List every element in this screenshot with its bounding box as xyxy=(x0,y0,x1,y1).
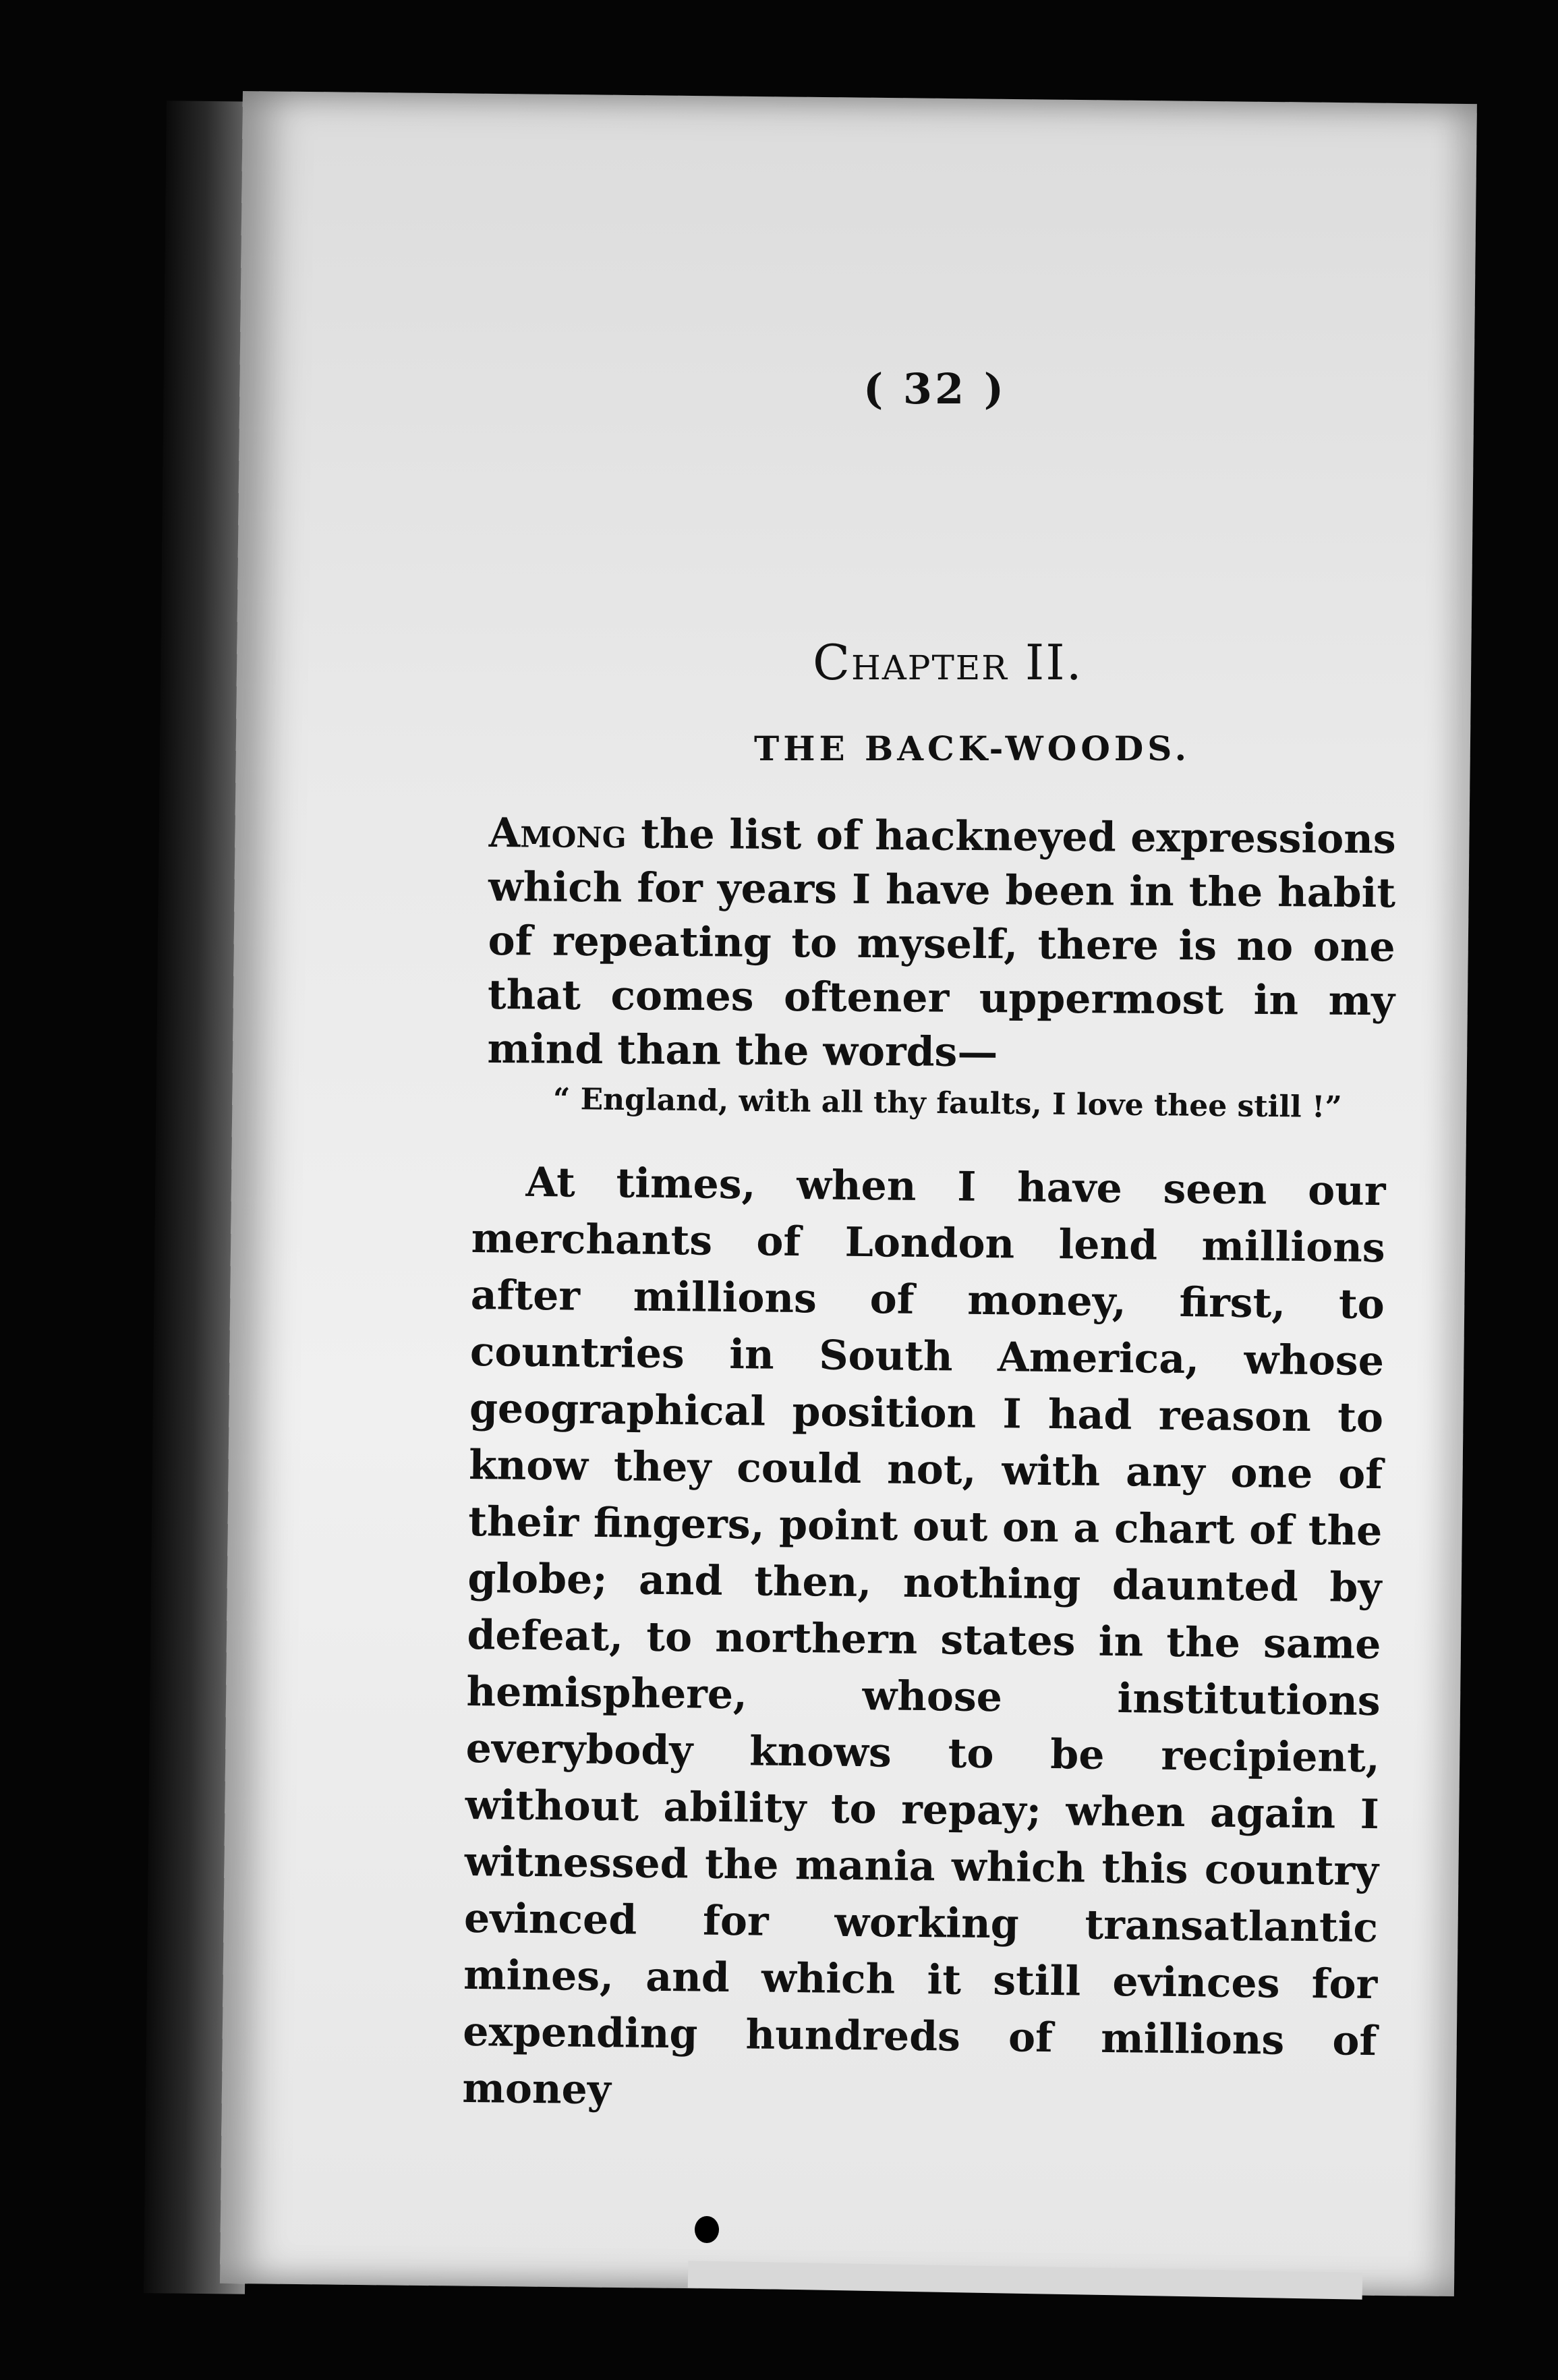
quotation: “ England, with all thy faults, I love thee still !” xyxy=(552,1081,1342,1125)
paragraph-2: At times, when I have seen our merchants of London lend millions after millions of money, first, to countries in South America, whose geographical position I had reason to know they could not, with any one of their fingers, point out on a chart of the globe; and then, nothing daunted by defeat, to northern states in the same hemisphere, whose institutions everybody knows to be recipient, without ability to repay; when again I witnessed the mania which this country evinced for working transatlantic mines, and which it still evinces for expending hundreds of millions of money xyxy=(462,1158,1386,2114)
chapter-subtitle: THE BACK-WOODS. xyxy=(754,729,1191,768)
chapter-heading: Chapter II. xyxy=(813,634,1083,691)
page-number: ( 32 ) xyxy=(863,364,1007,414)
paragraph-1 xyxy=(487,806,1396,1082)
ink-dot xyxy=(695,2216,719,2243)
paragraph-1-text: the list of hackneyed expressions which for years I have been in the habit of repeating to myself, there is no one that comes oftener uppermost in my mind than the words— xyxy=(487,810,1396,1077)
paragraph-1-lead: Among xyxy=(488,809,627,858)
